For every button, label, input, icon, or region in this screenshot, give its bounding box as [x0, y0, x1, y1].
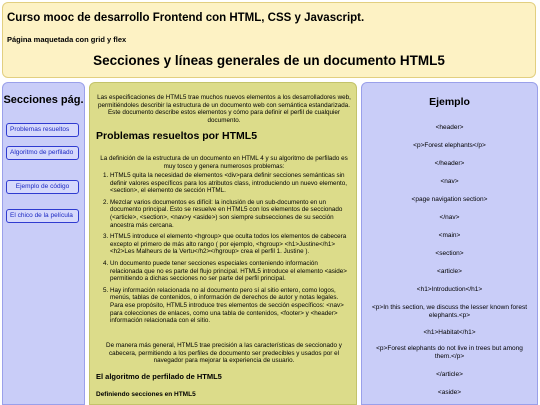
- list-item: 5. Hay información relacionada no al documento pero sí al sitio entero, como logos, menús, tablas de contenidos, o información de derechos de autor y notas legales. Para ese propósito, HTML5 introduce tres elementos de sección específicos: <nav> para colecciones de enlaces, como una tabla de contenidos, <footer> y <header> información relacionada con el sitio.: [110, 287, 352, 325]
- section-heading: Problemas resueltos por HTML5: [96, 130, 258, 142]
- page-title: Secciones y líneas generales de un documento HTML5: [93, 53, 445, 68]
- sidebar-link-ejemplo[interactable]: Ejemplo de código: [6, 180, 79, 194]
- sidebar-link-algoritmo[interactable]: Algoritmo de perfilado: [6, 146, 79, 160]
- sidebar-link-chico[interactable]: El chico de la película: [6, 209, 79, 223]
- code-line: <nav>: [440, 178, 459, 185]
- code-line: </header>: [434, 160, 465, 167]
- code-line: <p>Forest elephants</p>: [413, 142, 486, 149]
- list-item: 4. Un documento puede tener secciones especiales conteniendo información relacionada que no es parte del flujo principal. HTML5 introduce el elemento <aside> permitiendo a dichas secciones no ser parte del perfil principal.: [110, 260, 352, 283]
- list-item: 1. HTML5 quita la necesidad de elementos <div>para definir secciones semánticas sin definir valores específicos para los atributos class, introduciendo un nuevo elemento, <section>, el elemento de sección HTML.: [110, 172, 352, 195]
- code-line: <h1>Habitat</h1>: [423, 329, 476, 336]
- code-line: <article>: [437, 268, 462, 275]
- sidebar-link-problemas[interactable]: Problemas resueltos: [6, 123, 79, 137]
- main-content: [89, 82, 357, 405]
- site-title: Curso mooc de desarrollo Frontend con HTML, CSS y Javascript.: [7, 12, 365, 24]
- example-title: Ejemplo: [429, 96, 470, 108]
- list-item: 3. HTML5 introduce el elemento <hgroup> que oculta todos los elementos de cabecera excepto el primero de más alto rango ( por ejemplo, <hgroup> <h1>Justine</h1> <h2>Les Malheurs de la Vertu</h2></hgroup> crea el perfil 1. Justine ).: [110, 233, 352, 256]
- code-line: <h1>Introduction</h1>: [416, 286, 483, 293]
- intro-paragraph: Las especificaciones de HTML5 trae muchos nuevos elementos a los desarrolladores web, permitiéndoles describir la estructura de un documento web con semántica estandarizada. Este documento describe estos elementos y cómo para definir el perfil de cualquier documento.: [97, 94, 351, 124]
- problems-list: [96, 172, 352, 329]
- closing-paragraph: De manera más general, HTML5 trae precisión a las características de seccionado y cabecera, permitiendo a los perfiles de documento ser predecibles y usados por el navegador para mejorar la experiencia de usuario.: [106, 342, 342, 365]
- sidebar: [2, 82, 85, 405]
- code-line: <aside>: [437, 389, 462, 396]
- site-subtitle: Página maquetada con grid y flex: [7, 35, 127, 44]
- sub-heading: El algoritmo de perfilado de HTML5: [96, 372, 222, 381]
- code-line: <header>: [435, 124, 464, 131]
- code-line: <page navigation section>: [411, 196, 488, 203]
- code-line: </nav>: [439, 214, 460, 221]
- code-line: <p>In this section, we discuss the lesser known forest elephants.<p>: [372, 304, 527, 319]
- sidebar-title: Secciones pág.: [3, 94, 84, 106]
- sub-sub-heading: Definiendo secciones en HTML5: [96, 391, 196, 398]
- code-line: <p>Forest elephants do not live in trees but among them.</p>: [376, 345, 523, 360]
- example-panel: [361, 82, 538, 405]
- section-paragraph: La definición de la estructura de un documento en HTML 4 y su algoritmo de perfilado es muy tosco y genera numerosos problemas:: [100, 155, 348, 170]
- list-item: 2. Mezclar varios documentos es difícil: la inclusión de un sub-documento en un documento principal. Esto se resuelve en HTML5 con los elementos de seccionado (<article>, <section>, <nav>y <aside>) son siempre subsecciones de su sección ancestra más cercana.: [110, 199, 352, 229]
- code-line: <section>: [435, 250, 464, 257]
- code-line: </article>: [436, 371, 463, 378]
- page-header: [2, 2, 536, 78]
- code-line: <main>: [438, 232, 461, 239]
